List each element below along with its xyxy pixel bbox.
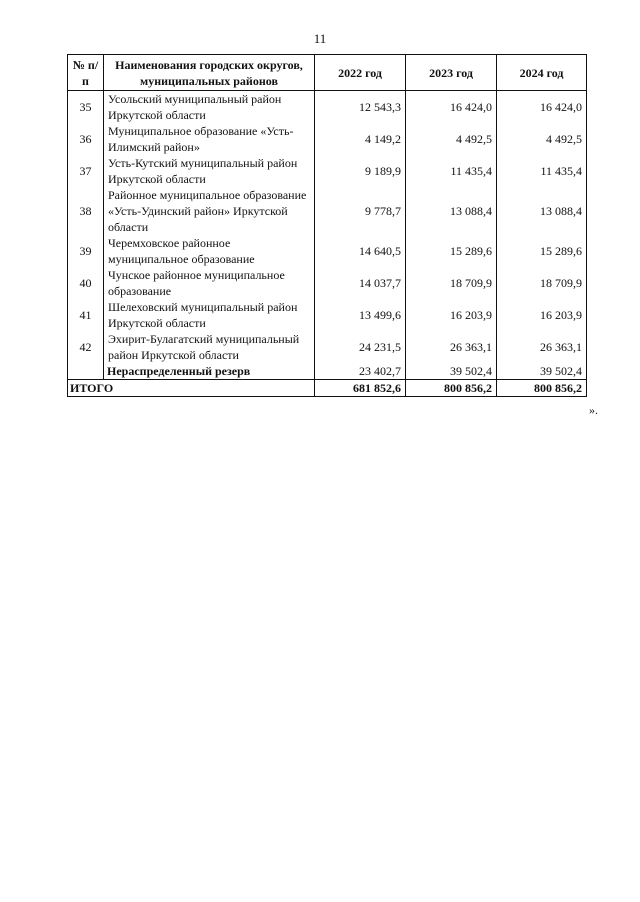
row-2022: 12 543,3 [315, 91, 406, 124]
reserve-row [68, 363, 587, 380]
reserve-2023: 39 502,4 [406, 363, 497, 380]
table-row [68, 331, 587, 363]
row-num: 42 [68, 331, 104, 363]
row-name: Эхирит-Булагатский муниципальный район Иркутской области [104, 331, 315, 363]
row-2024: 13 088,4 [497, 187, 587, 235]
row-2022: 9 189,9 [315, 155, 406, 187]
row-2023: 4 492,5 [406, 123, 497, 155]
row-2024: 26 363,1 [497, 331, 587, 363]
total-label: ИТОГО [68, 380, 315, 397]
row-2022: 9 778,7 [315, 187, 406, 235]
row-2023: 15 289,6 [406, 235, 497, 267]
row-num: 35 [68, 91, 104, 124]
row-2022: 4 149,2 [315, 123, 406, 155]
row-2022: 14 640,5 [315, 235, 406, 267]
row-num: 40 [68, 267, 104, 299]
row-name: Черемховское районное муниципальное образование [104, 235, 315, 267]
row-name: Шелеховский муниципальный район Иркутской области [104, 299, 315, 331]
page-number: 11 [313, 31, 327, 46]
row-2023: 13 088,4 [406, 187, 497, 235]
row-2023: 11 435,4 [406, 155, 497, 187]
reserve-2024: 39 502,4 [497, 363, 587, 380]
row-num: 37 [68, 155, 104, 187]
table-row [68, 155, 587, 187]
row-2023: 26 363,1 [406, 331, 497, 363]
row-2024: 15 289,6 [497, 235, 587, 267]
total-row [68, 380, 587, 397]
row-num: 38 [68, 187, 104, 235]
row-2022: 13 499,6 [315, 299, 406, 331]
table-row [68, 299, 587, 331]
header-2024: 2024 год [497, 55, 587, 91]
row-name: Чунское районное муниципальное образование [104, 267, 315, 299]
table-row [68, 91, 587, 124]
row-num: 36 [68, 123, 104, 155]
row-2024: 18 709,9 [497, 267, 587, 299]
row-name: Усть-Кутский муниципальный район Иркутской области [104, 155, 315, 187]
row-num: 39 [68, 235, 104, 267]
reserve-name: Нераспределенный резерв [104, 363, 315, 380]
row-2023: 16 203,9 [406, 299, 497, 331]
row-2023: 18 709,9 [406, 267, 497, 299]
header-2023: 2023 год [406, 55, 497, 91]
table-header-row [68, 55, 587, 91]
row-2023: 16 424,0 [406, 91, 497, 124]
row-name: Муниципальное образование «Усть-Илимский район» [104, 123, 315, 155]
row-2024: 11 435,4 [497, 155, 587, 187]
reserve-2022: 23 402,7 [315, 363, 406, 380]
budget-table [67, 54, 587, 397]
row-2024: 16 424,0 [497, 91, 587, 124]
row-2022: 14 037,7 [315, 267, 406, 299]
row-2024: 16 203,9 [497, 299, 587, 331]
total-2024: 800 856,2 [497, 380, 587, 397]
header-num: № п/п [68, 55, 104, 91]
table-row [68, 267, 587, 299]
header-2022: 2022 год [315, 55, 406, 91]
row-name: Районное муниципальное образование «Усть-Удинский район» Иркутской области [104, 187, 315, 235]
header-name: Наименования городских округов, муниципальных районов [104, 55, 315, 91]
total-2022: 681 852,6 [315, 380, 406, 397]
total-2023: 800 856,2 [406, 380, 497, 397]
reserve-num [68, 363, 104, 380]
row-2024: 4 492,5 [497, 123, 587, 155]
table-row [68, 187, 587, 235]
row-num: 41 [68, 299, 104, 331]
table-row [68, 123, 587, 155]
row-name: Усольский муниципальный район Иркутской области [104, 91, 315, 124]
closing-quote: ». [589, 403, 598, 417]
row-2022: 24 231,5 [315, 331, 406, 363]
table-row [68, 235, 587, 267]
